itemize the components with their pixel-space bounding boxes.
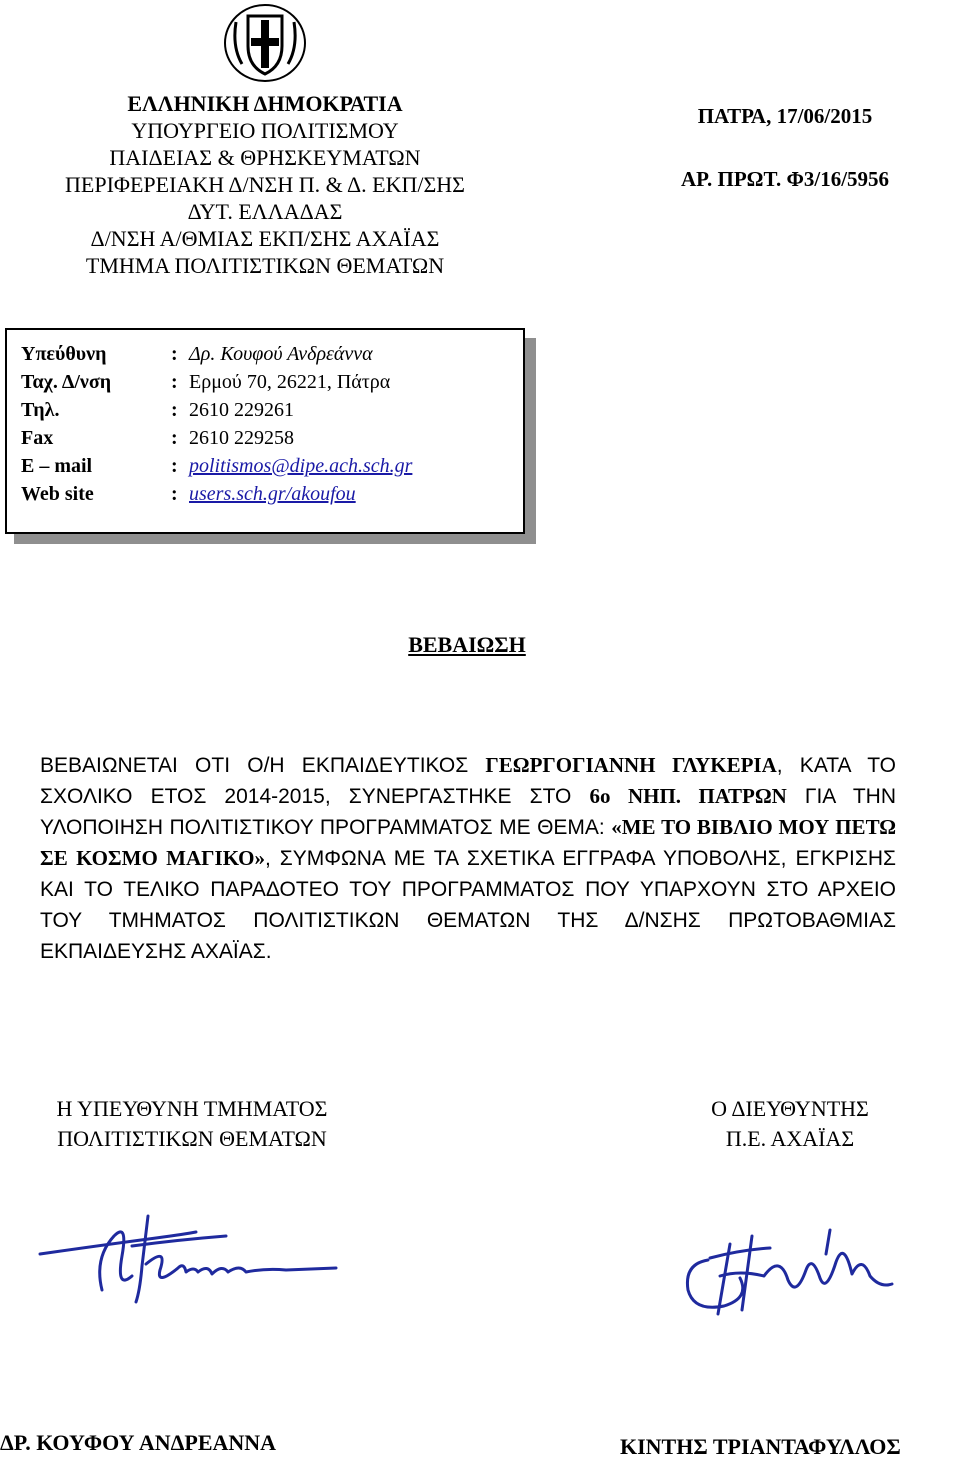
- protocol-label: ΑΡ. ΠΡΩΤ.: [680, 167, 782, 191]
- responsible-name: Δρ. Κουφού Ανδρεάννα: [189, 343, 373, 365]
- signatory-title-line: Η ΥΠΕΥΘΥΝΗ ΤΜΗΜΑΤΟΣ: [56, 1096, 328, 1121]
- phone-value: 2610 229261: [189, 399, 294, 421]
- teacher-name: ΓΕΩΡΓΟΓΙΑΝΝΗ ΓΛΥΚΕΡΙΑ: [485, 753, 777, 777]
- header-line: ΥΠΟΥΡΓΕΙΟ ΠΟΛΙΤΙΣΜΟΥ: [131, 118, 399, 143]
- contact-row-phone: [21, 396, 412, 424]
- contact-row-email: [21, 452, 412, 480]
- header-line: ΤΜΗΜΑ ΠΟΛΙΤΙΣΤΙΚΩΝ ΘΕΜΑΤΩΝ: [85, 253, 445, 278]
- contact-colon: :: [171, 343, 178, 365]
- program-title: «ΜΕ ΤΟ ΒΙΒΛΙΟ ΜΟΥ ΠΕΤΩ ΣΕ ΚΟΣΜΟ ΜΑΓΙΚΟ»: [40, 815, 897, 870]
- left-signature-icon: [36, 1206, 346, 1316]
- left-signatory-title: [2, 1094, 382, 1154]
- contact-colon: :: [171, 371, 178, 393]
- email-link[interactable]: politismos@dipe.ach.sch.gr: [189, 455, 413, 477]
- contact-colon: :: [171, 483, 178, 505]
- certificate-body: [40, 750, 896, 967]
- school-name: 6ο ΝΗΠ. ΠΑΤΡΩΝ: [589, 784, 787, 808]
- contact-row-fax: [21, 424, 412, 452]
- body-text-segment: , ΣΥΜΦΩΝΑ ΜΕ ΤΑ ΣΧΕΤΙΚΑ ΕΓΓΡΑΦΑ ΥΠΟΒΟΛΗΣ, ΕΓΚΡΙΣΗΣ ΚΑΙ ΤΟ ΤΕΛΙΚΟ ΠΑΡΑΔΟΤΕΟ ΤΟΥ ΠΡΟΓΡΑΜΜΑΤΟΣ ΠΟΥ ΥΠΑΡΧΟΥΝ ΣΤΟ ΑΡΧΕΙΟ ΤΟΥ ΤΜΗΜΑΤΟΣ ΠΟΛΙΤΙΣΤΙΚΩΝ ΘΕΜΑΤΩΝ ΤΗΣ Δ/ΝΣΗΣ ΠΡΩΤΟΒΑΘΜΙΑΣ ΕΚΠΑΙΔΕΥΣΗΣ ΑΧΑΪΑΣ.: [40, 847, 896, 963]
- header-line: ΔΥΤ. ΕΛΛΑΔΑΣ: [187, 199, 343, 224]
- contact-label: E – mail: [21, 455, 93, 477]
- document-date: ΠΑΤΡΑ, 17/06/2015: [697, 104, 873, 128]
- header-line: Δ/ΝΣΗ Α/ΘΜΙΑΣ ΕΚΠ/ΣΗΣ ΑΧΑΪΑΣ: [90, 226, 440, 251]
- signatory-title-line: Π.Ε. ΑΧΑΪΑΣ: [725, 1126, 855, 1151]
- body-text-segment: , ΚΑΤΑ ΤΟ ΣΧΟΛΙΚΟ ΕΤΟΣ 2014-2015, ΣΥΝΕΡΓΑΣΤΗΚΕ ΣΤΟ: [40, 754, 896, 808]
- signatory-title-line: ΠΟΛΙΤΙΣΤΙΚΩΝ ΘΕΜΑΤΩΝ: [57, 1126, 327, 1151]
- header-line: ΠΑΙΔΕΙΑΣ & ΘΡΗΣΚΕΥΜΑΤΩΝ: [109, 145, 421, 170]
- contact-colon: :: [171, 399, 178, 421]
- signatory-title-line: Ο ΔΙΕΥΘΥΝΤΗΣ: [711, 1096, 869, 1121]
- issuer-header: [30, 90, 500, 279]
- contact-box: [5, 328, 525, 534]
- website-link[interactable]: users.sch.gr/akoufou: [189, 483, 356, 505]
- header-line: ΕΛΛΗΝΙΚΗ ΔΗΜΟΚΡΑΤΙΑ: [127, 91, 403, 116]
- contact-colon: :: [171, 427, 178, 449]
- header-line: ΠΕΡΙΦΕΡΕΙΑΚΗ Δ/ΝΣΗ Π. & Δ. ΕΚΠ/ΣΗΣ: [65, 172, 465, 197]
- contact-table: [21, 340, 412, 508]
- body-text-segment: ΓΙΑ ΤΗΝ ΥΛΟΠΟΙΗΣΗ ΠΟΛΙΤΙΣΤΙΚΟΥ ΠΡΟΓΡΑΜΜΑΤΟΣ ΜΕ ΘΕΜΑ:: [40, 785, 896, 839]
- protocol-number: Φ3/16/5956: [786, 167, 890, 191]
- contact-label: Web site: [21, 483, 94, 505]
- left-signatory-name: ΔΡ. ΚΟΥΦΟΥ ΑΝΔΡΕΑΝΝΑ: [0, 1430, 277, 1455]
- right-signatory-name: ΚΙΝΤΗΣ ΤΡΙΑΝΤΑΦΥΛΛΟΣ: [620, 1434, 901, 1459]
- body-text-segment: ΒΕΒΑΙΩΝΕΤΑΙ ΟΤΙ Ο/Η ΕΚΠΑΙΔΕΥΤΙΚΟΣ: [40, 754, 486, 777]
- contact-label: Τηλ.: [21, 399, 60, 421]
- document-title: ΒΕΒΑΙΩΣΗ: [408, 632, 526, 657]
- address-value: Ερμού 70, 26221, Πάτρα: [189, 371, 391, 393]
- fax-value: 2610 229258: [189, 427, 294, 449]
- contact-label: Fax: [21, 427, 54, 449]
- contact-label: Ταχ. Δ/νση: [21, 371, 112, 393]
- date-protocol-block: [640, 104, 930, 192]
- contact-colon: :: [171, 455, 178, 477]
- protocol-line: [640, 167, 930, 192]
- contact-label: Υπεύθυνη: [21, 343, 107, 365]
- contact-row-responsible: [21, 340, 412, 368]
- contact-row-web: [21, 480, 412, 508]
- contact-row-address: [21, 368, 412, 396]
- greek-coat-of-arms-icon: [222, 2, 308, 84]
- right-signatory-title: [650, 1094, 930, 1154]
- right-signature-icon: [680, 1214, 900, 1324]
